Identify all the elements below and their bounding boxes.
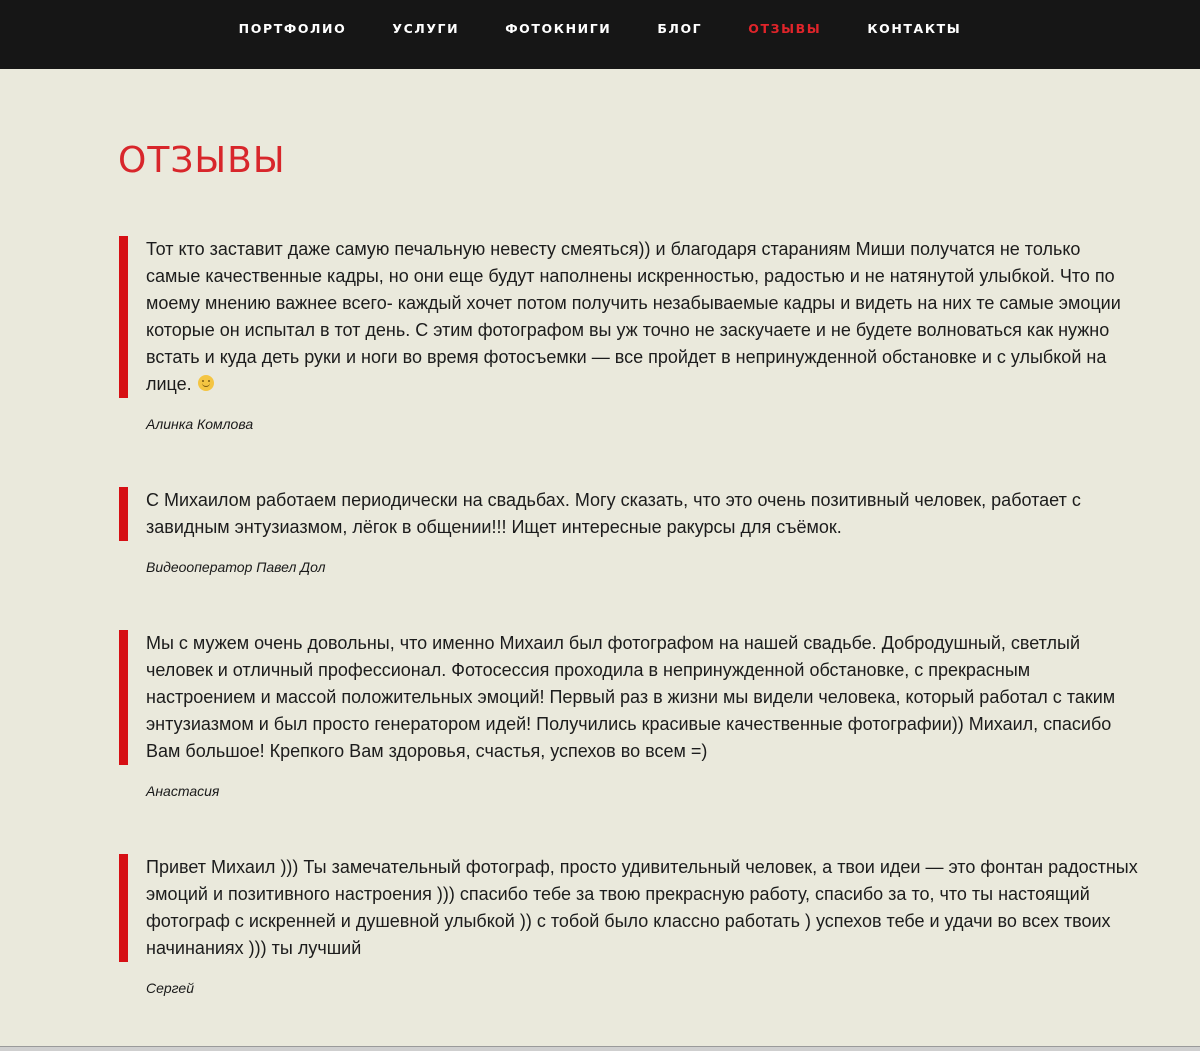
review-quote (119, 236, 1139, 398)
review-quote (119, 630, 1139, 765)
review-author: Видеооператор Павел Дол (146, 559, 326, 575)
nav-item-reviews[interactable]: ОТЗЫВЫ (748, 20, 822, 36)
page-bottom-divider (0, 1046, 1200, 1051)
review-text: Тот кто заставит даже самую печальную невесту смеяться)) и благодаря стараниям Миши получатся не только самые качественные кадры, но они еще будут наполнены искренностью, радостью и не натянутой улыбкой. Что по моему мнению важнее всего- каждый хочет потом получить незабываемые кадры и видеть на них те самые эмоции которые он испытал в тот день. С этим фотографом вы уж точно не заскучаете и не будете волноваться как нужно встать и куда деть руки и ноги во время фотосъемки — все пройдет в непринужденной обстановке и с улыбкой на лице. (146, 239, 1121, 394)
page-title: ОТЗЫВЫ (118, 140, 286, 181)
review-text: С Михаилом работаем периодически на свадьбах. Могу сказать, что это очень позитивный человек, работает с завидным энтузиазмом, лёгок в общении!!! Ищет интересные ракурсы для съёмок. (146, 490, 1081, 537)
review-text: Мы с мужем очень довольны, что именно Михаил был фотографом на нашей свадьбе. Добродушный, светлый человек и отличный профессионал. Фотосессия проходила в непринужденной обстановке, с прекрасным настроением и массой положительных эмоций! Первый раз в жизни мы видели человека, который работал с таким энтузиазмом и был просто генератором идей! Получились красивые качественные фотографии)) Михаил, спасибо Вам большое! Крепкого Вам здоровья, счастья, успехов во всем =) (146, 633, 1116, 761)
review-author: Сергей (146, 980, 195, 996)
review-quote (119, 854, 1139, 962)
review-author: Алинка Комлова (146, 416, 254, 432)
review-author: Анастасия (146, 783, 220, 799)
smile-emoji-icon (198, 375, 214, 391)
review-item (119, 854, 1139, 996)
nav-item-blog[interactable]: БЛОГ (657, 20, 703, 36)
review-quote (119, 487, 1139, 541)
site-header (0, 0, 1200, 69)
nav-item-services[interactable]: УСЛУГИ (392, 20, 460, 36)
review-item (119, 630, 1139, 799)
review-item (119, 487, 1139, 575)
nav-item-portfolio[interactable]: ПОРТФОЛИО (238, 20, 347, 36)
review-item (119, 236, 1139, 432)
nav-item-photobooks[interactable]: ФОТОКНИГИ (505, 20, 612, 36)
main-nav (0, 0, 1200, 56)
review-text: Привет Михаил ))) Ты замечательный фотограф, просто удивительный человек, а твои идеи — это фонтан радостных эмоций и позитивного настроения ))) спасибо тебе за твою прекрасную работу, спасибо за то, что ты настоящий фотограф с искренней и душевной улыбкой )) с тобой было классно работать ) успехов тебе и удачи во всех твоих начинаниях ))) ты лучший (146, 857, 1138, 958)
nav-item-contacts[interactable]: КОНТАКТЫ (867, 20, 962, 36)
